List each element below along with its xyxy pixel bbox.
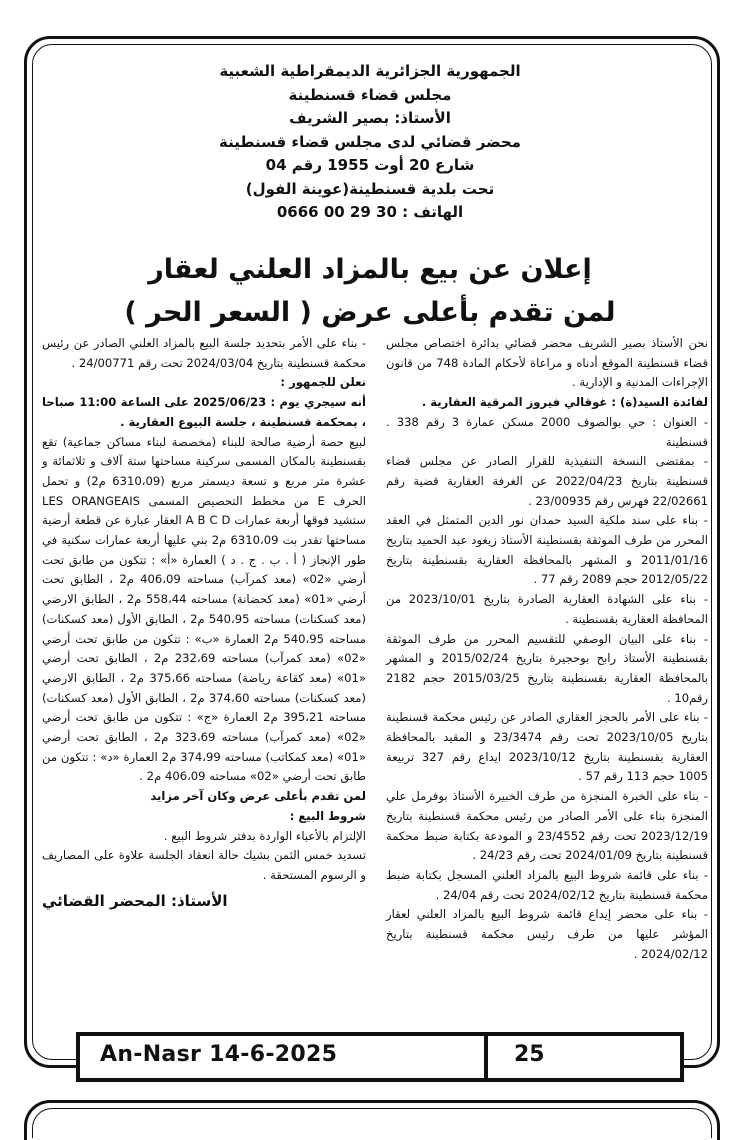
header-line-office: محضر قضائي لدى مجلس قضاء قسنطينة (219, 132, 521, 151)
notice-title (60, 248, 680, 334)
paragraph-title-deed: - بناء على سند ملكية السيد حمدان نور الدين المتمثل في العقد المحرر من طرف الموثقة بقسنطينة الأستاذ زيغود عبد الحميد بتاريخ 2011/01/16 و المشهر بالمحافظة العقارية بقسنطينة بتاريخ 2012/05/22 حجم 2089 رقم 77 . (386, 513, 708, 587)
title-line-2: لمن تقدم بأعلى عرض ( السعر الحر ) (124, 297, 616, 328)
paragraph-hearing-order: - بناء على الأمر بتحديد جلسة البيع بالمزاد العلني الصادر عن رئيس محكمة قسنطينة بتاريخ 2024/03/04 تحت رقم 24/00771 . (42, 336, 366, 370)
left-column (42, 334, 366, 911)
paragraph-deposit: - بناء على محضر إيداع قائمة شروط البيع بالمزاد العلني لعقار المؤشر عليها من طرف رئيس محكمة قسنطينة بتاريخ 2024/02/12 . (386, 907, 708, 961)
term-item: الإلتزام بالأعباء الواردة بدفتر شروط البيع . (163, 828, 366, 843)
paragraph-division: - بناء على البيان الوصفي للتقسيم المحرر من طرف الموثقة بقسنطينة الأستاذ رابح بوحجيرة بتاريخ 2015/02/24 و المشهر بالمحافظة العقارية بقسنطينة بتاريخ 2015/03/25 حجم 2182 رقم10 . (386, 631, 708, 705)
paragraph-expertise: - بناء على الخبرة المنجزة من طرف الخبيرة الأستاذ بوفرمل علي المنجزة بناء على الأمر الصادر من رئيس محكمة قسنطينة بتاريخ 2023/12/19 تحت رقم 23/4552 و المودعة بكتابة ضبط محكمة قسنطينة بتاريخ 2024/01/09 تحت رقم 24/23 . (386, 789, 708, 863)
signature: الأستاذ: المحضر القضائي (42, 891, 228, 910)
page-number: 25 (514, 1042, 545, 1067)
header-line-country: الجمهورية الجزائرية الديمقراطية الشعبية (219, 62, 521, 80)
paragraph-seizure: - بناء على الأمر بالحجز العقاري الصادر عن رئيس محكمة قسنطينة بتاريخ 2023/10/05 تحت رقم 23/3474 و المقيد بالمحافظة العقارية بقسنطينة بتاريخ 2023/10/12 ايداع رقم 327 تربيعة 1005 حجم 113 رقم 57 . (386, 710, 708, 784)
paragraph-conditions-list: - بناء على قائمة شروط البيع بالمزاد العلني المسجل بكتابة ضبط محكمة قسنطينة بتاريخ 2024/02/12 تحت رقم 24/04 . (386, 867, 708, 902)
footer-divider (484, 1036, 488, 1078)
header-line-bailiff: الأستاذ: بصير الشريف (289, 109, 451, 127)
property-description: لبيع حصة أرضية صالحة للبناء (مخصصة لبناء مساكن جماعية) تقع بقسنطينة بالمكان المسمى سركينة مساحتها ستة آلاف و ثلاثمائة و عشرة متر مربع و تسعة ديسمتر مربع (6310،09 م2) و تحمل الحرف E من مخطط التحصيص المسمى LES ORANGEAIS ستشيد فوقها أربعة عمارات A B C D العقار عبارة عن قطعة أرضية مساحتها تقدر بت 6310،09 م2 بني عليها أربعة عمارات سكنية في طور الإنجاز ( أ . ب . ج . د ) العمارة «أ» : تتكون من طابق تحت أرضي «02» (معد كمرآب) مساحته 406،09 م2 ، الطابق تحت أرضي «01» (معد كحضانة) مساحته 558،44 م2 ، الطابق الارضي (معد كسكنات) مساحته 540،95 م2 ، الطابق الأول (معد كسكنات) مساحته 540،95 م2 العمارة «ب» : تتكون من طابق تحت أرضي «02» (معد كمرآب) مساحته 232،69 م2 ، الطابق تحت أرضي «01» (معد كقاعة رياضة) مساحته 375،66 م2 ، الطابق الارضي (معد كسكنات) مساحته 374،60 م2 ، الطابق الأول (معد كسكنات) مساحته 395،21 م2 العمارة «ج» : تتكون من طابق تحت أرضي «02» (معد كمرآب) مساحته 323،69 م2 ، الطابق تحت أرضي «01» (معد كمكاتب) مساحته 374،99 م2 العمارة «د» : تتكون من طابق تحت أرضي «02» مساحته 406،09 م2 . (42, 434, 367, 784)
header-line-municipality: تحت بلدية قسنطينة(عوينة الفول) (245, 179, 495, 198)
paragraph-beneficiary: لفائدة السيد(ة) : غوقالي فيروز المرقية العقارية . (421, 395, 708, 410)
paragraph-certificate: - بناء على الشهادة العقارية الصادرة بتاريخ 2023/10/01 من المحافظة العقارية بقسنطينة . (386, 592, 708, 626)
right-column (386, 334, 708, 965)
term-item: تسديد خمس الثمن بشيك حالة انعقاد الجلسة علاوة على المصاريف و الرسوم المستحقة . (42, 848, 366, 882)
paragraph-intro: نحن الأستاذ بصير الشريف محضر قضائي بدائرة اختصاص مجلس قضاء قسنطينة الموقع أدناه و مراعاة لأحكام المادة 748 من قانون الإجراءات المدنية و الإدارية . (386, 336, 708, 390)
paragraph-address: - العنوان : حي بوالصوف 2000 مسكن عمارة 3 رقم 338 . قسنطينة (386, 414, 708, 449)
next-notice-inner-frame (32, 1108, 712, 1138)
header-line-phone: الهاتف : 30 29 00 0666 (276, 203, 464, 221)
highest-bid-line: لمن تقدم بأعلى عرض وكان آخر مزايد (150, 789, 366, 804)
terms-heading: شروط البيع : (289, 808, 366, 823)
header-line-street: شارع 20 أوت 1955 رقم 04 (265, 156, 475, 174)
edition-label: An-Nasr 14-6-2025 (100, 1042, 338, 1067)
announcement-heading: نعلن للجمهور : (280, 375, 366, 390)
auction-date: أنه سيجري يوم : 2025/06/23 على الساعة 11:00 صباحا ، بمحكمة قسنطينة ، جلسة البيوع العقارية . (42, 395, 367, 429)
footer-bar (76, 1032, 684, 1082)
paragraph-ruling: - بمقتضى النسخة التنفيذية للقرار الصادر عن مجلس قضاء قسنطينة بتاريخ 2022/04/23 عن الغرفة العقارية قضية رقم 22/02661 فهرس رقم 23/00935 . (386, 454, 709, 508)
letterhead (190, 60, 550, 225)
title-line-1: إعلان عن بيع بالمزاد العلني لعقار (148, 254, 592, 285)
header-line-council: مجلس قضاء قسنطينة (288, 85, 452, 104)
